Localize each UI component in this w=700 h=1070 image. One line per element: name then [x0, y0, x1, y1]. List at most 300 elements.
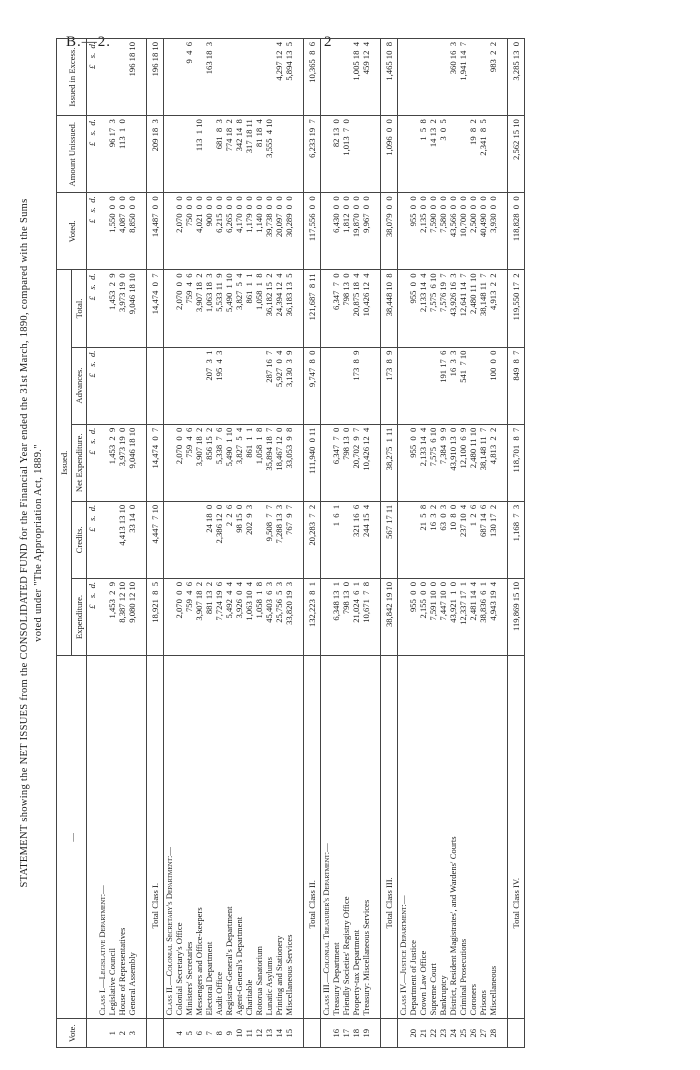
spacer-cell: [294, 39, 304, 116]
empty-cell: [398, 424, 409, 501]
spacer-cell: [498, 656, 508, 1019]
amount-net: 10,426 12 4: [361, 424, 371, 501]
spacer-row: [371, 39, 381, 1048]
amount-total: 2,133 14 4: [418, 270, 428, 347]
col-total: Total.: [72, 270, 87, 347]
amount-unissued: [274, 116, 284, 193]
vote-cell: [321, 1019, 332, 1048]
table-row: [428, 39, 438, 1048]
amount-excess: 459 12 4: [361, 39, 371, 116]
vote-cell: [398, 1019, 409, 1048]
vote-cell: [304, 1019, 321, 1048]
vote-number: 18: [351, 1019, 361, 1048]
total-total: 121,687 8 11: [304, 270, 321, 347]
col-issued: Issued.: [57, 270, 72, 656]
spacer-row: [498, 39, 508, 1048]
total-voted: 118,828 0 0: [508, 193, 525, 270]
table-row: [254, 39, 264, 1048]
amount-unissued: 3 0 5: [438, 116, 448, 193]
amount-net: 2,480 11 10: [468, 424, 478, 501]
empty-cell: [97, 116, 107, 193]
item-label: Rotorua Sanatorium: [254, 656, 264, 1019]
total-total: 38,448 10 8: [381, 270, 398, 347]
amount-excess: [341, 39, 351, 116]
amount-adv: [418, 347, 428, 424]
col-unissued: Amount Unissued.: [57, 116, 87, 193]
amount-cred: 767 9 7: [284, 501, 294, 578]
table-row: [184, 39, 194, 1048]
total-exp: 132,223 8 1: [304, 578, 321, 655]
table-row: [351, 39, 361, 1048]
spacer-cell: [371, 1019, 381, 1048]
spacer-cell: [294, 578, 304, 655]
item-label: Charitable: [244, 656, 254, 1019]
amount-net: 955 0 0: [408, 424, 418, 501]
item-label: District, Resident Magistrates', and Wardens' Courts: [448, 656, 458, 1019]
spacer-cell: [137, 424, 147, 501]
amount-exp: 1,058 1 8: [254, 578, 264, 655]
table-row: [284, 39, 294, 1048]
item-label: Bankruptcy: [438, 656, 448, 1019]
empty-cell: [97, 424, 107, 501]
class-heading-row: [321, 39, 332, 1048]
amount-voted: 4,170 0 0: [234, 193, 244, 270]
statement-table: [56, 38, 525, 1048]
amount-voted: 10,700 0 0: [458, 193, 468, 270]
amount-adv: [331, 347, 341, 424]
lsd-blank: [87, 1019, 98, 1048]
amount-excess: [408, 39, 418, 116]
amount-net: 38,148 11 7: [478, 424, 488, 501]
amount-total: 1,063 18 3: [204, 270, 214, 347]
amount-adv: [184, 347, 194, 424]
amount-net: 1,058 1 8: [254, 424, 264, 501]
amount-voted: 2,135 0 0: [418, 193, 428, 270]
item-label: Miscellaneous Services: [284, 656, 294, 1019]
total-net: 111,940 0 11: [304, 424, 321, 501]
vote-number: 20: [408, 1019, 418, 1048]
vote-number: 15: [284, 1019, 294, 1048]
lsd-label: £ s. d.: [87, 116, 98, 193]
empty-cell: [97, 270, 107, 347]
spacer-cell: [498, 270, 508, 347]
amount-net: 2,070 0 0: [174, 424, 184, 501]
lsd-label: £ s. d.: [87, 193, 98, 270]
total-net: 118,701 8 7: [508, 424, 525, 501]
total-adv: [147, 347, 164, 424]
amount-exp: 1,453 2 9: [107, 578, 117, 655]
amount-adv: [254, 347, 264, 424]
empty-cell: [321, 501, 332, 578]
amount-unissued: [284, 116, 294, 193]
amount-exp: 881 13 2: [204, 578, 214, 655]
table-row: [408, 39, 418, 1048]
item-label: Lunatic Asylums: [264, 656, 274, 1019]
amount-total: 20,875 18 4: [351, 270, 361, 347]
class-heading: Class I.—Legislative Department:—: [97, 656, 107, 1019]
amount-exp: 5,492 4 4: [224, 578, 234, 655]
amount-exp: 3,926 0 4: [234, 578, 244, 655]
amount-exp: 45,403 6 3: [264, 578, 274, 655]
amount-net: 798 13 0: [341, 424, 351, 501]
total-row: [381, 39, 398, 1048]
empty-cell: [164, 347, 175, 424]
amount-total: 3,907 18 2: [194, 270, 204, 347]
amount-cred: 24 18 0: [204, 501, 214, 578]
amount-total: 759 4 6: [184, 270, 194, 347]
spacer-cell: [137, 193, 147, 270]
amount-voted: 4,021 0 0: [194, 193, 204, 270]
amount-unissued: 19 8 2: [468, 116, 478, 193]
spacer-cell: [498, 116, 508, 193]
amount-excess: [264, 39, 274, 116]
amount-net: 2,133 14 4: [418, 424, 428, 501]
amount-excess: [331, 39, 341, 116]
empty-cell: [321, 193, 332, 270]
empty-cell: [321, 424, 332, 501]
statement-body: [87, 39, 525, 1048]
table-row: [274, 39, 284, 1048]
spacer-cell: [137, 39, 147, 116]
amount-unissued: 96 17 3: [107, 116, 117, 193]
amount-adv: [408, 347, 418, 424]
amount-exp: 33,820 19 3: [284, 578, 294, 655]
vote-number: 7: [204, 1019, 214, 1048]
spacer-cell: [294, 501, 304, 578]
amount-adv: 541 7 10: [458, 347, 468, 424]
amount-cred: [174, 501, 184, 578]
total-exp: 38,842 19 10: [381, 578, 398, 655]
vote-number: 1: [107, 1019, 117, 1048]
item-label: Prisons: [478, 656, 488, 1019]
amount-net: 759 4 6: [184, 424, 194, 501]
vote-number: 21: [418, 1019, 428, 1048]
col-excess: Issued in Excess.: [57, 39, 87, 116]
empty-cell: [164, 424, 175, 501]
table-row: [448, 39, 458, 1048]
amount-cred: 237 10 4: [458, 501, 468, 578]
amount-cred: [408, 501, 418, 578]
page-number: 2: [324, 34, 332, 50]
amount-cred: 1 2 6: [468, 501, 478, 578]
lsd-label: £ s. d.: [87, 347, 98, 424]
amount-net: 33,053 9 8: [284, 424, 294, 501]
amount-net: 20,702 9 7: [351, 424, 361, 501]
spacer-cell: [294, 116, 304, 193]
amount-exp: 2,155 0 0: [418, 578, 428, 655]
vote-number: 24: [448, 1019, 458, 1048]
amount-adv: [428, 347, 438, 424]
spacer-cell: [371, 656, 381, 1019]
amount-unissued: [351, 116, 361, 193]
lsd-row: [87, 39, 98, 1048]
amount-voted: 30,289 0 0: [284, 193, 294, 270]
vote-number: 17: [341, 1019, 351, 1048]
amount-net: 6,347 7 0: [331, 424, 341, 501]
amount-total: 5,490 1 10: [224, 270, 234, 347]
amount-unissued: 1,013 7 0: [341, 116, 351, 193]
amount-voted: 40,490 0 0: [478, 193, 488, 270]
amount-total: 798 13 0: [341, 270, 351, 347]
total-cred: 567 17 11: [381, 501, 398, 578]
item-label: Supreme Court: [428, 656, 438, 1019]
empty-cell: [398, 39, 409, 116]
amount-voted: 39,738 0 0: [264, 193, 274, 270]
spacer-cell: [498, 193, 508, 270]
amount-cred: 202 9 3: [244, 501, 254, 578]
vote-number: 28: [488, 1019, 498, 1048]
table-row: [488, 39, 498, 1048]
amount-excess: [418, 39, 428, 116]
empty-cell: [398, 347, 409, 424]
amount-unissued: 113 1 0: [117, 116, 127, 193]
col-expenditure: Expenditure.: [72, 578, 87, 655]
amount-excess: 4,297 12 4: [274, 39, 284, 116]
spacer-cell: [137, 347, 147, 424]
title-line-2: voted under "The Appropriation Act, 1889.": [33, 444, 44, 642]
amount-net: 856 15 2: [204, 424, 214, 501]
amount-unissued: 81 18 4: [254, 116, 264, 193]
amount-cred: 4,413 13 10: [117, 501, 127, 578]
vote-number: 3: [127, 1019, 137, 1048]
amount-voted: 6,215 0 0: [214, 193, 224, 270]
page-header-left: B.—2.: [66, 34, 112, 50]
amount-voted: 8,850 0 0: [127, 193, 137, 270]
amount-unissued: 2,341 8 5: [478, 116, 488, 193]
amount-cred: 130 17 2: [488, 501, 498, 578]
table-row: [264, 39, 274, 1048]
amount-exp: 7,447 10 0: [438, 578, 448, 655]
empty-cell: [321, 270, 332, 347]
amount-total: 2,480 11 10: [468, 270, 478, 347]
lsd-label: £ s. d.: [87, 270, 98, 347]
empty-cell: [97, 501, 107, 578]
total-adv: 849 8 7: [508, 347, 525, 424]
empty-cell: [321, 578, 332, 655]
table-row: [244, 39, 254, 1048]
item-label: Colonial Secretary's Office: [174, 656, 184, 1019]
amount-net: 12,100 6 9: [458, 424, 468, 501]
amount-adv: 195 4 3: [214, 347, 224, 424]
item-label: Registrar-General's Department: [224, 656, 234, 1019]
amount-net: 7,575 6 10: [428, 424, 438, 501]
total-total: 119,550 17 2: [508, 270, 525, 347]
amount-excess: 983 2 2: [488, 39, 498, 116]
spacer-cell: [137, 501, 147, 578]
vote-cell: [164, 1019, 175, 1048]
spacer-cell: [371, 347, 381, 424]
total-voted: 14,487 0 0: [147, 193, 164, 270]
table-row: [361, 39, 371, 1048]
empty-cell: [164, 578, 175, 655]
amount-unissued: [458, 116, 468, 193]
spacer-cell: [294, 656, 304, 1019]
lsd-blank: [87, 656, 98, 1019]
spacer-cell: [371, 116, 381, 193]
amount-cred: [254, 501, 264, 578]
amount-excess: 5,894 13 5: [284, 39, 294, 116]
spacer-cell: [371, 501, 381, 578]
amount-total: 861 1 1: [244, 270, 254, 347]
spacer-cell: [294, 424, 304, 501]
amount-exp: 43,921 1 0: [448, 578, 458, 655]
amount-adv: [341, 347, 351, 424]
total-unissued: 6,233 19 7: [304, 116, 321, 193]
empty-cell: [321, 347, 332, 424]
spacer-cell: [137, 1019, 147, 1048]
vote-number: 9: [224, 1019, 234, 1048]
amount-voted: 4,087 0 0: [117, 193, 127, 270]
vote-number: 2: [117, 1019, 127, 1048]
amount-excess: [174, 39, 184, 116]
amount-unissued: 774 18 2: [224, 116, 234, 193]
amount-cred: 2 2 6: [224, 501, 234, 578]
empty-cell: [164, 270, 175, 347]
amount-net: 5,490 1 10: [224, 424, 234, 501]
spacer-cell: [137, 578, 147, 655]
spacer-cell: [498, 1019, 508, 1048]
lsd-label: £ s. d.: [87, 424, 98, 501]
amount-exp: 2,070 0 0: [174, 578, 184, 655]
amount-total: 3,827 5 4: [234, 270, 244, 347]
empty-cell: [321, 116, 332, 193]
spacer-cell: [498, 39, 508, 116]
amount-unissued: [204, 116, 214, 193]
amount-adv: 100 0 0: [488, 347, 498, 424]
amount-unissued: [488, 116, 498, 193]
item-label: Audit Office: [214, 656, 224, 1019]
amount-adv: [361, 347, 371, 424]
amount-exp: 1,063 10 4: [244, 578, 254, 655]
table-row: [194, 39, 204, 1048]
amount-voted: 6,430 0 0: [331, 193, 341, 270]
col-vote: Vote.: [57, 1019, 87, 1048]
vote-number: 22: [428, 1019, 438, 1048]
amount-adv: 207 3 1: [204, 347, 214, 424]
table-row: [234, 39, 244, 1048]
amount-voted: 1,550 0 0: [107, 193, 117, 270]
amount-total: 36,183 13 5: [284, 270, 294, 347]
class-heading: Class II.—Colonial Secretary's Department:—: [164, 656, 175, 1019]
spacer-cell: [137, 656, 147, 1019]
spacer-cell: [371, 39, 381, 116]
item-label: Friendly Societies' Registry Office: [341, 656, 351, 1019]
amount-excess: [234, 39, 244, 116]
vote-number: 23: [438, 1019, 448, 1048]
amount-adv: [127, 347, 137, 424]
amount-excess: [254, 39, 264, 116]
amount-excess: [244, 39, 254, 116]
amount-unissued: [408, 116, 418, 193]
amount-unissued: 14 13 2: [428, 116, 438, 193]
item-label: Legislative Council: [107, 656, 117, 1019]
empty-cell: [398, 116, 409, 193]
spacer-cell: [371, 193, 381, 270]
amount-net: 1,453 2 9: [107, 424, 117, 501]
amount-total: 12,641 14 7: [458, 270, 468, 347]
item-label: Miscellaneous: [488, 656, 498, 1019]
amount-unissued: [127, 116, 137, 193]
amount-adv: 173 8 9: [351, 347, 361, 424]
lsd-label: £ s. d.: [87, 39, 98, 116]
empty-cell: [398, 578, 409, 655]
amount-excess: [428, 39, 438, 116]
total-voted: 38,079 0 0: [381, 193, 398, 270]
table-row: [117, 39, 127, 1048]
amount-cred: 2,386 12 0: [214, 501, 224, 578]
amount-total: 36,182 15 2: [264, 270, 274, 347]
amount-exp: 7,591 10 0: [428, 578, 438, 655]
amount-voted: 1,179 0 0: [244, 193, 254, 270]
amount-excess: [107, 39, 117, 116]
total-exp: 119,869 15 10: [508, 578, 525, 655]
vote-number: 16: [331, 1019, 341, 1048]
spacer-cell: [498, 578, 508, 655]
vote-number: 14: [274, 1019, 284, 1048]
lsd-label: £ s. d.: [87, 578, 98, 655]
amount-unissued: 681 8 3: [214, 116, 224, 193]
total-row: [304, 39, 321, 1048]
table-row: [438, 39, 448, 1048]
amount-voted: 2,500 0 0: [468, 193, 478, 270]
amount-unissued: 342 14 8: [234, 116, 244, 193]
total-cred: 20,283 7 2: [304, 501, 321, 578]
table-row: [204, 39, 214, 1048]
rotated-statement: [18, 38, 658, 1048]
amount-cred: 321 16 6: [351, 501, 361, 578]
amount-cred: 33 14 0: [127, 501, 137, 578]
total-net: 38,275 1 11: [381, 424, 398, 501]
item-label: Crown Law Office: [418, 656, 428, 1019]
amount-unissued: [184, 116, 194, 193]
amount-net: 3,907 18 2: [194, 424, 204, 501]
amount-exp: 38,836 6 1: [478, 578, 488, 655]
total-cred: 1,168 7 3: [508, 501, 525, 578]
vote-number: 13: [264, 1019, 274, 1048]
total-unissued: 1,096 0 0: [381, 116, 398, 193]
table-row: [107, 39, 117, 1048]
item-label: Messengers and Office-keepers: [194, 656, 204, 1019]
amount-net: 4,813 2 2: [488, 424, 498, 501]
amount-adv: [174, 347, 184, 424]
amount-voted: 7,580 0 0: [438, 193, 448, 270]
item-label: Coroners: [468, 656, 478, 1019]
item-label: Criminal Prosecutions: [458, 656, 468, 1019]
amount-voted: 900 0 0: [204, 193, 214, 270]
spacer-cell: [498, 424, 508, 501]
class-heading: Class III.—Colonial Treasurer's Department:—: [321, 656, 332, 1019]
spacer-cell: [294, 347, 304, 424]
amount-total: 1,453 2 9: [107, 270, 117, 347]
vote-number: 25: [458, 1019, 468, 1048]
amount-voted: 9,967 0 0: [361, 193, 371, 270]
amount-net: 7,384 9 9: [438, 424, 448, 501]
spacer-cell: [137, 116, 147, 193]
total-label: Total Class I.: [147, 656, 164, 1019]
total-excess: 3,285 13 0: [508, 39, 525, 116]
amount-voted: 43,566 0 0: [448, 193, 458, 270]
amount-total: 7,576 19 7: [438, 270, 448, 347]
amount-total: 43,926 16 3: [448, 270, 458, 347]
amount-total: 955 0 0: [408, 270, 418, 347]
amount-total: 9,046 18 10: [127, 270, 137, 347]
amount-unissued: [361, 116, 371, 193]
amount-excess: [438, 39, 448, 116]
amount-cred: 244 15 4: [361, 501, 371, 578]
item-label: Property-tax Department: [351, 656, 361, 1019]
amount-net: 9,046 18 10: [127, 424, 137, 501]
amount-voted: 3,930 0 0: [488, 193, 498, 270]
